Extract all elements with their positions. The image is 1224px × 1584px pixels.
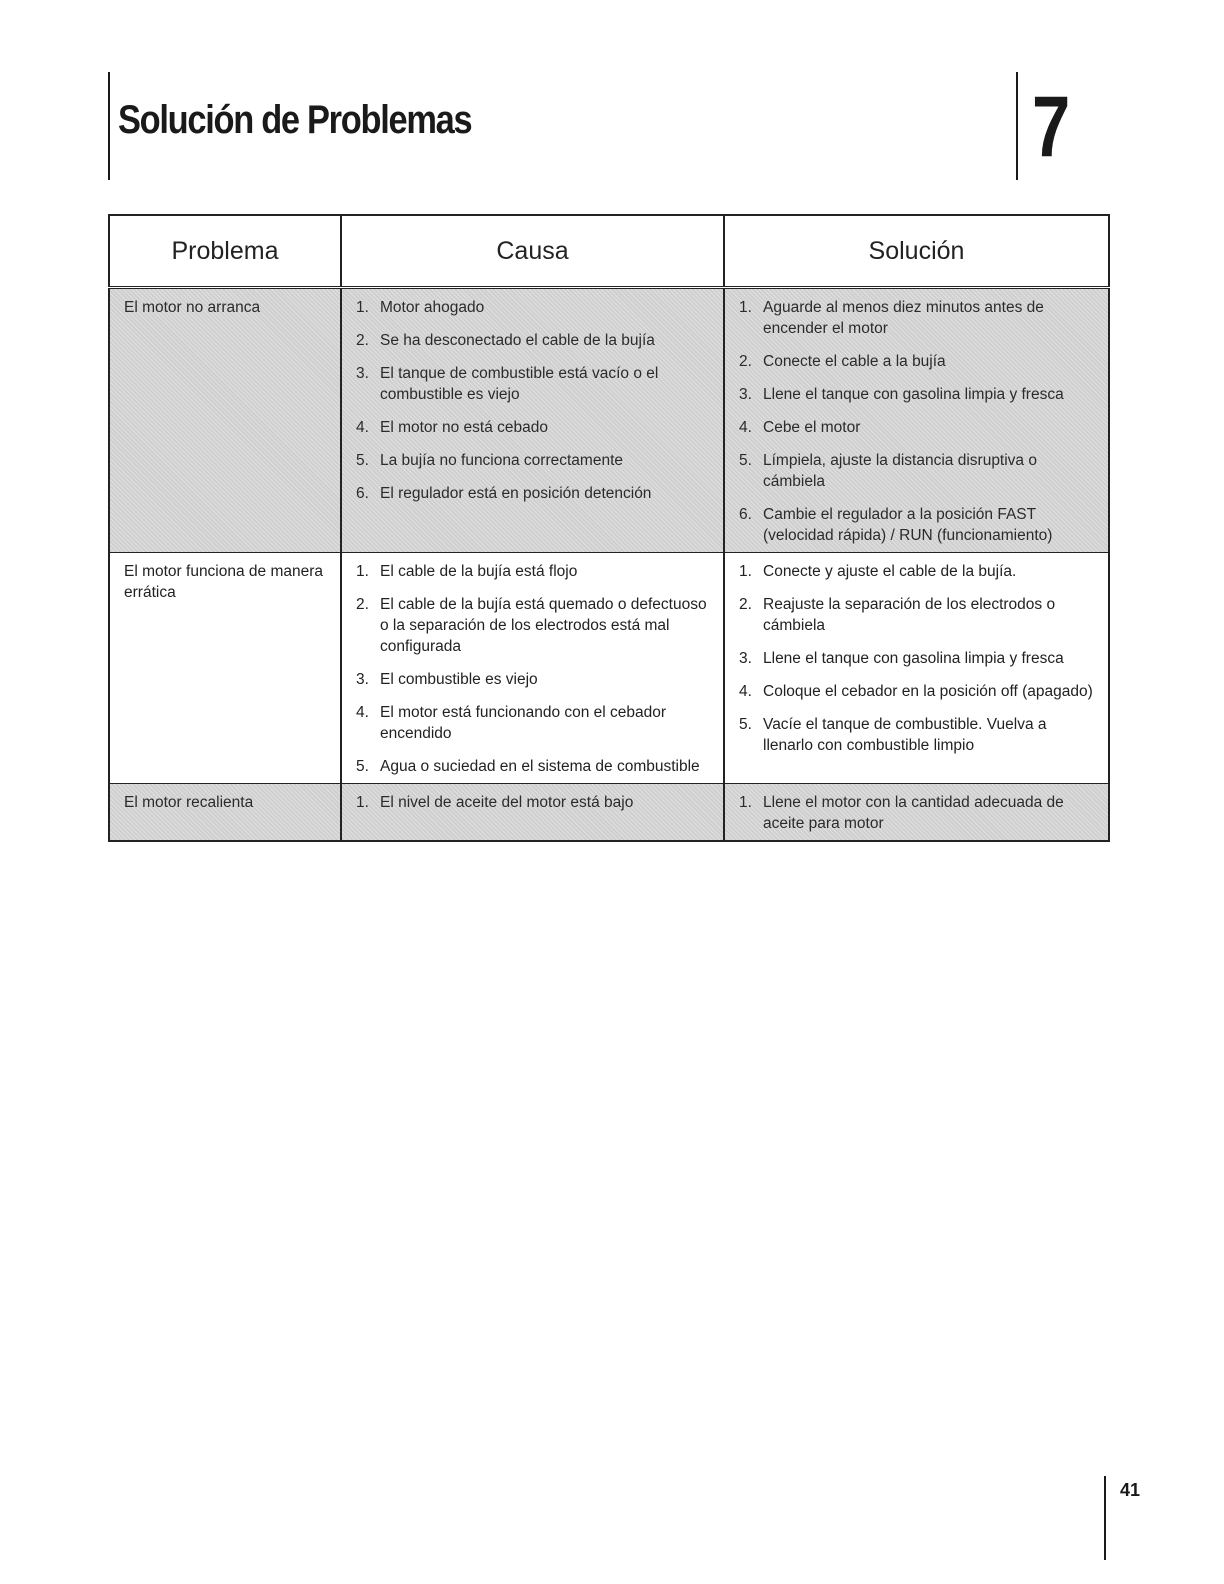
solution-cell — [724, 288, 1109, 553]
solution-cell — [724, 784, 1109, 842]
item-text: El combustible es viejo — [380, 671, 538, 688]
column-header-solution: Solución — [724, 215, 1109, 288]
list-item — [739, 714, 1094, 756]
item-number: 2. — [739, 596, 752, 613]
problem-cell: El motor recalienta — [109, 784, 341, 842]
item-text: Llene el tanque con gasolina limpia y fresca — [763, 386, 1064, 403]
cause-list — [356, 561, 709, 777]
item-text: El cable de la bujía está flojo — [380, 563, 578, 580]
list-item — [356, 792, 709, 813]
item-number: 6. — [356, 485, 369, 502]
list-item — [356, 669, 709, 690]
item-number: 1. — [739, 563, 752, 580]
list-item — [356, 330, 709, 351]
item-number: 3. — [739, 650, 752, 667]
item-text: Reajuste la separación de los electrodos o cámbiela — [763, 596, 1056, 634]
item-number: 5. — [356, 452, 369, 469]
table-body — [109, 288, 1109, 842]
item-number: 2. — [356, 596, 369, 613]
item-text: Cambie el regulador a la posición FAST (velocidad rápida) / RUN (funcionamiento) — [763, 506, 1053, 544]
item-number: 4. — [739, 419, 752, 436]
list-item — [356, 297, 709, 318]
list-item — [356, 756, 709, 777]
solution-list — [739, 297, 1094, 546]
list-item — [356, 702, 709, 744]
list-item — [356, 594, 709, 657]
cause-cell — [341, 784, 724, 842]
item-text: El motor está funcionando con el cebador encendido — [380, 704, 667, 742]
item-number: 3. — [739, 386, 752, 403]
page-title: Solución de Problemas — [118, 98, 472, 142]
list-item — [739, 561, 1094, 582]
item-text: Cebe el motor — [763, 419, 861, 436]
item-number: 1. — [356, 563, 369, 580]
table-row — [109, 553, 1109, 784]
item-text: El tanque de combustible está vacío o el combustible es viejo — [380, 365, 659, 403]
item-text: Coloque el cebador en la posición off (apagado) — [763, 683, 1093, 700]
item-text: Límpiela, ajuste la distancia disruptiva o cámbiela — [763, 452, 1037, 490]
list-item — [739, 681, 1094, 702]
item-text: El cable de la bujía está quemado o defectuoso o la separación de los electrodos está mal configurada — [380, 596, 707, 655]
item-text: El motor no está cebado — [380, 419, 549, 436]
solution-cell — [724, 553, 1109, 784]
item-number: 3. — [356, 671, 369, 688]
item-text: El regulador está en posición detención — [380, 485, 652, 502]
list-item — [739, 792, 1094, 834]
table-header-row — [109, 215, 1109, 288]
item-number: 1. — [356, 794, 369, 811]
item-text: Aguarde al menos diez minutos antes de encender el motor — [763, 299, 1044, 337]
item-text: Agua o suciedad en el sistema de combustible — [380, 758, 700, 775]
list-item — [739, 504, 1094, 546]
item-number: 2. — [739, 353, 752, 370]
cause-list — [356, 297, 709, 504]
cause-cell — [341, 553, 724, 784]
item-text: Vacíe el tanque de combustible. Vuelva a llenarlo con combustible limpio — [763, 716, 1047, 754]
list-item — [739, 384, 1094, 405]
column-header-cause: Causa — [341, 215, 724, 288]
footer-rule — [1104, 1476, 1106, 1560]
item-number: 1. — [739, 299, 752, 316]
list-item — [739, 351, 1094, 372]
item-number: 5. — [356, 758, 369, 775]
item-number: 2. — [356, 332, 369, 349]
cause-cell — [341, 288, 724, 553]
list-item — [739, 594, 1094, 636]
item-number: 4. — [356, 419, 369, 436]
item-number: 4. — [739, 683, 752, 700]
problem-cell: El motor funciona de manera errática — [109, 553, 341, 784]
solution-list — [739, 561, 1094, 756]
item-number: 5. — [739, 716, 752, 733]
problem-cell: El motor no arranca — [109, 288, 341, 553]
item-number: 1. — [356, 299, 369, 316]
troubleshooting-table — [108, 214, 1110, 842]
header-rule-left — [108, 72, 110, 180]
item-text: Motor ahogado — [380, 299, 485, 316]
list-item — [356, 483, 709, 504]
header-rule-right — [1016, 72, 1018, 180]
item-number: 5. — [739, 452, 752, 469]
list-item — [739, 417, 1094, 438]
list-item — [356, 417, 709, 438]
list-item — [739, 450, 1094, 492]
item-text: Conecte el cable a la bujía — [763, 353, 946, 370]
item-number: 4. — [356, 704, 369, 721]
list-item — [356, 561, 709, 582]
table-row — [109, 784, 1109, 842]
cause-list — [356, 792, 709, 813]
item-text: Llene el motor con la cantidad adecuada de aceite para motor — [763, 794, 1064, 832]
item-text: Se ha desconectado el cable de la bujía — [380, 332, 655, 349]
page-number: 41 — [1120, 1480, 1141, 1500]
chapter-number: 7 — [1032, 79, 1071, 175]
item-number: 1. — [739, 794, 752, 811]
solution-list — [739, 792, 1094, 834]
list-item — [739, 297, 1094, 339]
item-number: 6. — [739, 506, 752, 523]
item-number: 3. — [356, 365, 369, 382]
item-text: La bujía no funciona correctamente — [380, 452, 623, 469]
item-text: Conecte y ajuste el cable de la bujía. — [763, 563, 1017, 580]
list-item — [356, 450, 709, 471]
list-item — [739, 648, 1094, 669]
item-text: El nivel de aceite del motor está bajo — [380, 794, 634, 811]
column-header-problem: Problema — [109, 215, 341, 288]
table-row — [109, 288, 1109, 553]
item-text: Llene el tanque con gasolina limpia y fresca — [763, 650, 1064, 667]
list-item — [356, 363, 709, 405]
